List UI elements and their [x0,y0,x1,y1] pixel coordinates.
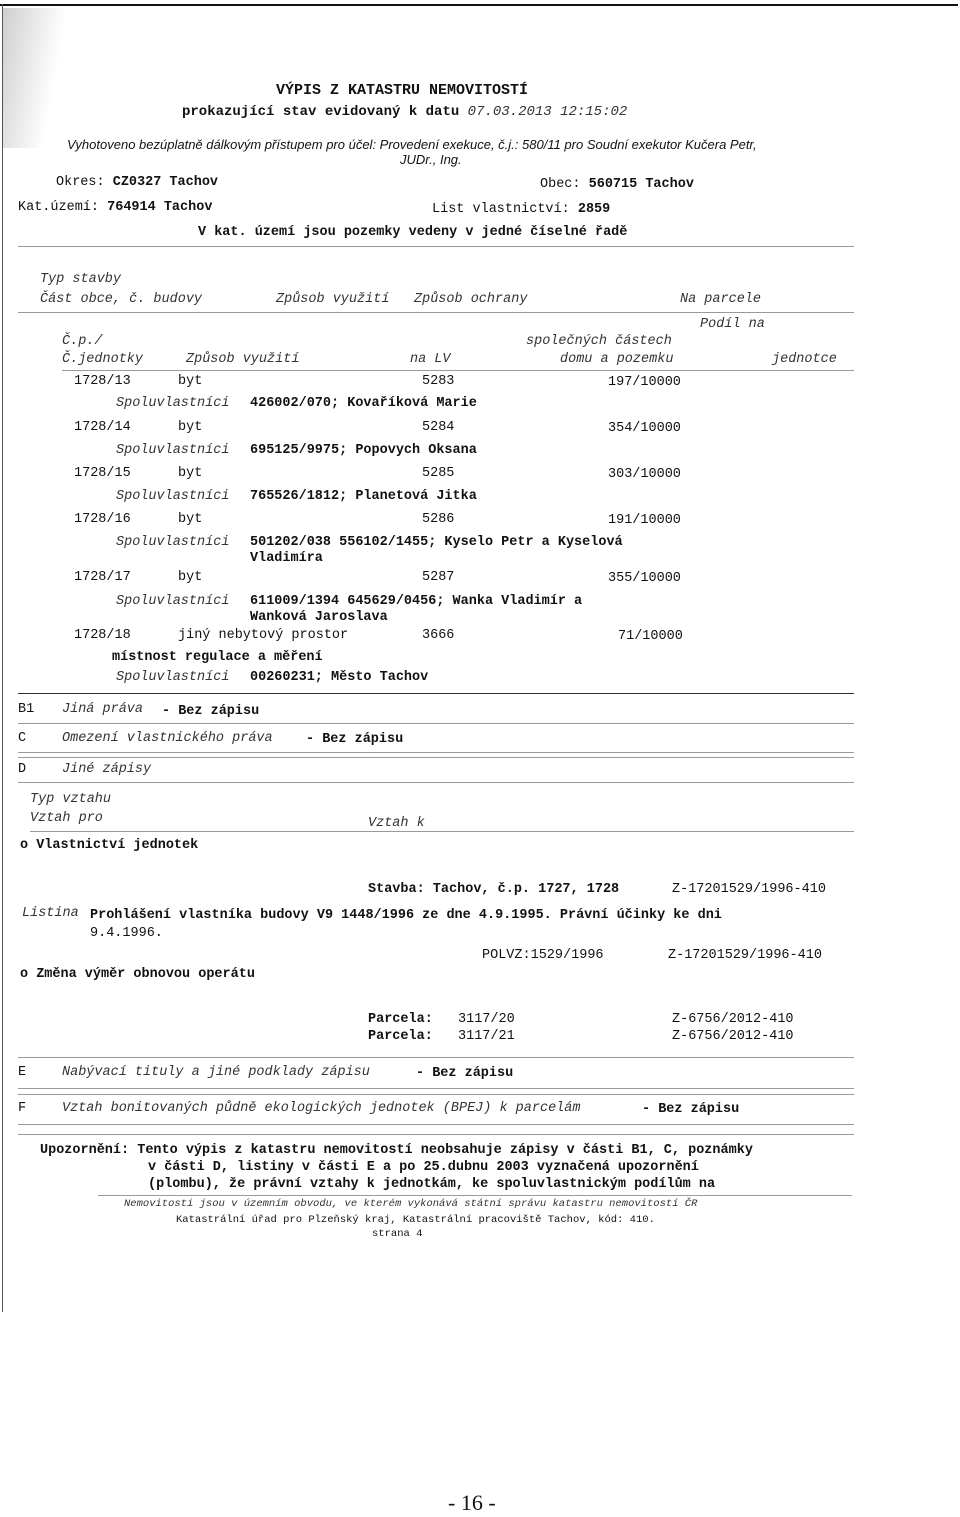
unit-extra: místnost regulace a měření [112,650,323,665]
divider [18,1124,854,1125]
polvz-ref: Z-17201529/1996-410 [668,948,822,963]
lv-label: List vlastnictví: [432,202,570,217]
divider [18,693,854,694]
label-typ-stavby: Typ stavby [40,272,122,287]
label-c-jednotky: Č.jednotky [62,352,144,367]
owner-label: Spoluvlastníci [116,396,230,411]
section-e-title: Nabývací tituly a jiné podklady zápisu [62,1065,370,1080]
section-c-title: Omezení vlastnického práva [62,731,273,746]
warning-line-3: (plombu), že právní vztahy k jednotkám, ke spoluvlastnickým podílům na [148,1177,716,1192]
subtitle-prefix: prokazující stav evidovaný k datu [182,104,460,120]
purpose-line-1: Vyhotoveno bezúplatně dálkovým přístupem pro účel: Provedení exekuce, č.j.: 580/11 pro Soudní exekutor Kučera Petr, [67,137,757,152]
obec-label: Obec: [540,177,581,192]
section-f-value: - Bez zápisu [642,1102,740,1117]
unit-use: byt [178,374,203,389]
label-vztah-pro: Vztah pro [30,811,103,826]
divider [18,246,854,247]
owner-name: 765526/1812; Planetová Jitka [250,489,477,504]
unit-lv: 5287 [422,570,455,585]
label-unit-zpusob-vyuziti: Způsob využití [186,352,300,367]
page-left-border [2,4,3,1312]
divider [18,782,854,783]
unit-lv: 3666 [422,628,455,643]
owner-label: Spoluvlastníci [116,489,230,504]
unit-share: 197/10000 [608,375,681,390]
owner-name: 00260231; Město Tachov [250,670,429,685]
label-domu-a-pozemku: domu a pozemku [560,352,674,367]
label-cp: Č.p./ [62,334,103,349]
label-vztah-k: Vztah k [368,816,425,831]
katuzemi-label: Kat.území: [18,200,100,215]
owner-label: Spoluvlastníci [116,594,230,609]
parcela-label: Parcela: [368,1012,433,1027]
unit-lv: 5283 [422,374,455,389]
section-b1-title: Jiná práva [62,702,144,717]
divider [30,831,854,832]
section-letter-d: D [18,762,27,777]
owner-name: 501202/038 556102/1455; Kyselo Petr a Kyselová [250,535,623,550]
owner-name: 611009/1394 645629/0456; Wanka Vladimír a [250,594,583,609]
page-top-border [0,4,958,6]
section-letter-e: E [18,1065,27,1080]
section-letter-b1: B1 [18,702,35,717]
label-podil-na: Podíl na [700,317,765,332]
parcela-ref: Z-6756/2012-410 [672,1029,794,1044]
unit-use: jiný nebytový prostor [178,628,349,643]
cadastre-note: V kat. území jsou pozemky vedeny v jedné číselné řadě [198,225,628,240]
owner-name-continued: Wanková Jaroslava [250,610,388,625]
unit-use: byt [178,570,203,585]
obec-value: 560715 Tachov [588,177,694,192]
unit-lv: 5285 [422,466,455,481]
owner-label: Spoluvlastníci [116,670,230,685]
listina-text-continued: 9.4.1996. [90,926,163,941]
unit-lv: 5284 [422,420,455,435]
unit-use: byt [178,420,203,435]
d-item-stavba: Stavba: Tachov, č.p. 1727, 1728 [368,882,620,897]
label-spolecnych-castech: společných částech [526,334,672,349]
unit-id: 1728/14 [74,420,131,435]
office-line-1: Nemovitosti jsou v územním obvodu, ve kterém vykonává státní správu katastru nemovitostí ČR [124,1198,698,1210]
unit-id: 1728/18 [74,628,131,643]
document-subtitle [182,104,627,120]
listina-text: Prohlášení vlastníka budovy V9 1448/1996 ze dne 4.9.1995. Právní účinky ke dni [90,908,722,923]
okres-value: CZ0327 Tachov [112,175,219,190]
katuzemi-value: 764914 Tachov [107,200,213,215]
label-zpusob-vyuziti: Způsob využití [276,292,390,307]
unit-share: 354/10000 [608,421,681,436]
lv-value: 2859 [577,202,611,217]
d-item-zmena: o Změna výměr obnovou operátu [20,967,255,982]
unit-id: 1728/13 [74,374,131,389]
owner-name-continued: Vladimíra [250,551,323,566]
unit-share: 355/10000 [608,571,681,586]
warning-line-1: Upozornění: Tento výpis z katastru nemovitostí neobsahuje zápisy v části B1, C, poznámky [40,1143,753,1158]
section-letter-c: C [18,731,27,746]
obec-row [540,177,694,192]
office-line-2: Katastrální úřad pro Plzeňský kraj, Katastrální pracoviště Tachov, kód: 410. [176,1214,655,1226]
divider [18,1094,854,1095]
divider [18,752,854,753]
okres-row [56,175,218,190]
divider [18,1134,854,1135]
divider [18,757,854,758]
page-number: - 16 - [448,1490,496,1515]
page-strana: strana 4 [372,1228,423,1240]
polvz: POLVZ:1529/1996 [482,948,604,963]
d-item-ref: Z-17201529/1996-410 [672,882,826,897]
parcela-number: 3117/20 [458,1012,515,1027]
divider [98,1195,852,1196]
unit-share: 303/10000 [608,467,681,482]
owner-name: 426002/070; Kovaříková Marie [250,396,477,411]
label-zpusob-ochrany: Způsob ochrany [414,292,528,307]
label-typ-vztahu: Typ vztahu [30,792,112,807]
divider [18,723,854,724]
lv-row [432,202,610,217]
section-d-title: Jiné zápisy [62,762,152,777]
section-f-title: Vztah bonitovaných půdně ekologických jednotek (BPEJ) k parcelám [62,1101,581,1116]
d-item-vlastnictvi: o Vlastnictví jednotek [20,838,199,853]
label-cast-obce: Část obce, č. budovy [40,292,203,307]
unit-lv: 5286 [422,512,455,527]
divider [62,370,854,371]
unit-id: 1728/16 [74,512,131,527]
section-b1-value: - Bez zápisu [162,704,260,719]
divider [18,312,854,313]
parcela-number: 3117/21 [458,1029,515,1044]
divider [18,1088,854,1089]
scan-shadow [3,8,65,148]
parcela-label: Parcela: [368,1029,433,1044]
owner-label: Spoluvlastníci [116,535,230,550]
katuzemi-row [18,200,212,215]
purpose-line-2: JUDr., Ing. [400,152,462,167]
section-c-value: - Bez zápisu [306,732,404,747]
owner-label: Spoluvlastníci [116,443,230,458]
unit-share: 191/10000 [608,513,681,528]
unit-use: byt [178,466,203,481]
label-na-parcele: Na parcele [680,292,762,307]
unit-id: 1728/17 [74,570,131,585]
unit-share: 71/10000 [618,629,683,644]
unit-id: 1728/15 [74,466,131,481]
document-title: VÝPIS Z KATASTRU NEMOVITOSTÍ [276,82,529,99]
parcela-ref: Z-6756/2012-410 [672,1012,794,1027]
label-jednotce: jednotce [772,352,837,367]
subtitle-date: 07.03.2013 12:15:02 [467,104,628,120]
label-na-lv: na LV [410,352,451,367]
section-e-value: - Bez zápisu [416,1066,514,1081]
unit-use: byt [178,512,203,527]
section-letter-f: F [18,1101,27,1116]
listina-label: Listina [22,906,79,921]
warning-line-2: v části D, listiny v části E a po 25.dubnu 2003 vyznačená upozornění [148,1160,699,1175]
divider [18,1057,854,1058]
okres-label: Okres: [56,175,105,190]
owner-name: 695125/9975; Popovych Oksana [250,443,477,458]
